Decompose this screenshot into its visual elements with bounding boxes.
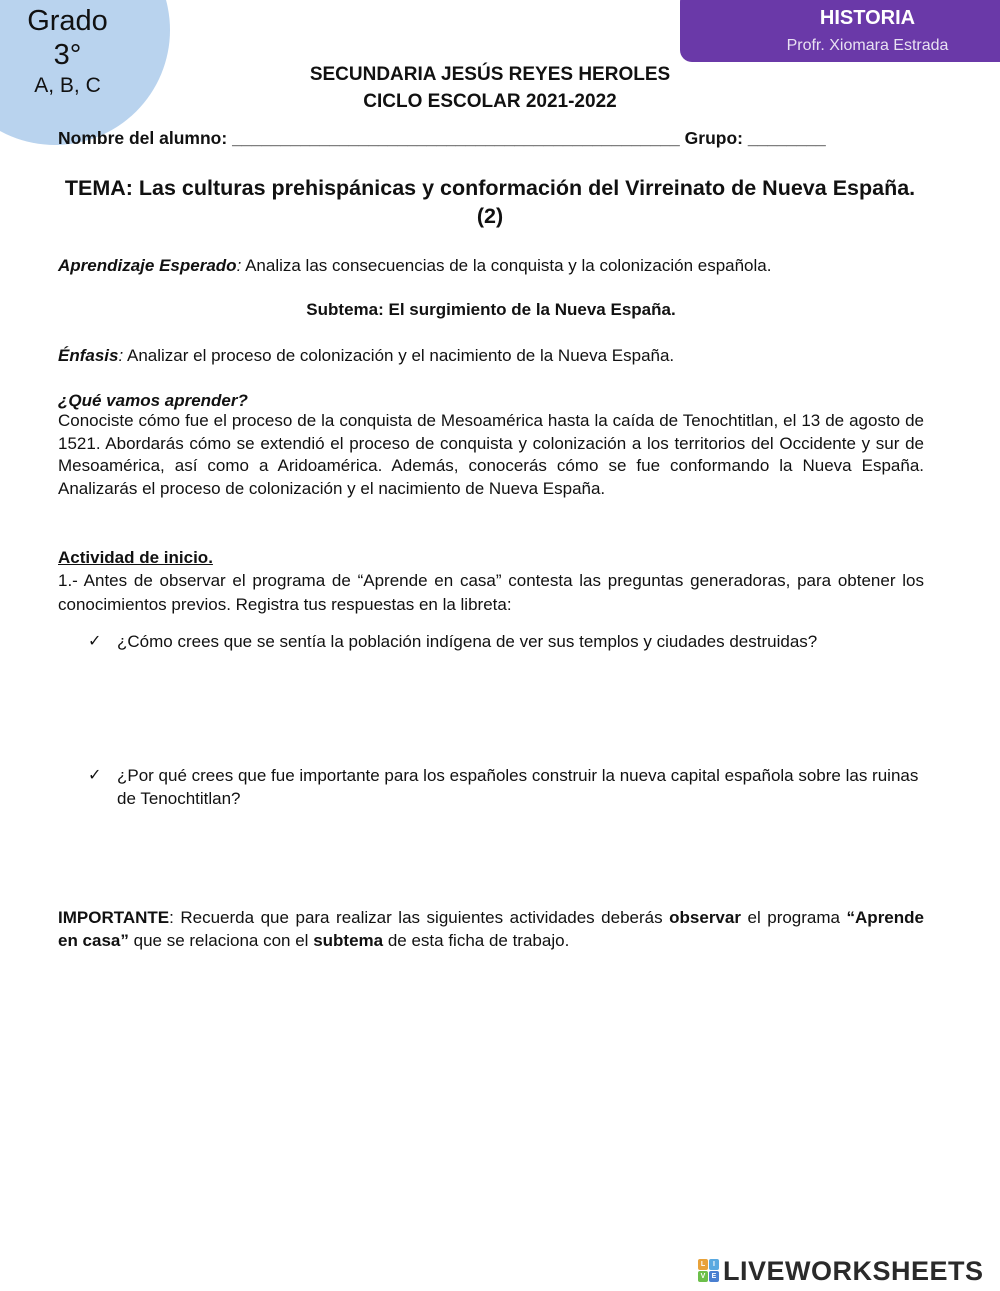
important-text-2: el programa	[740, 908, 847, 927]
check-icon: ✓	[88, 767, 102, 784]
logo-tile-i: I	[709, 1259, 719, 1270]
important-bold-observe: observar	[669, 908, 741, 927]
important-bold-program: “Aprende en casa”	[58, 908, 924, 950]
liveworksheets-logo[interactable]	[698, 1257, 984, 1285]
student-name-label: Nombre del alumno:	[58, 128, 228, 148]
important-text-3: que se relaciona con el	[128, 931, 314, 950]
grade-label: Grado	[27, 5, 108, 37]
important-text-4: de esta ficha de trabajo.	[383, 931, 570, 950]
school-cycle: CICLO ESCOLAR 2021-2022	[363, 91, 617, 112]
subtopic-title: Subtema: El surgimiento de la Nueva España.	[306, 300, 676, 319]
student-name-blank[interactable]: ______________________________________________	[232, 128, 680, 148]
expected-learning-text: Analiza las consecuencias de la conquista y la colonización española.	[241, 256, 772, 275]
school-name: SECUNDARIA JESÚS REYES HEROLES	[309, 64, 671, 85]
logo-tile-e: E	[709, 1271, 719, 1282]
emphasis-colon: :	[118, 346, 124, 365]
liveworksheets-logo-icon	[698, 1259, 720, 1283]
question-2: ¿Por qué crees que fue importante para los españoles construir la nueva capital española sobre las ruinas de Tenochtitlan?	[117, 766, 919, 808]
activity-heading: Actividad de inicio.	[58, 548, 213, 567]
check-icon: ✓	[88, 633, 102, 650]
emphasis-text: Analizar el proceso de colonización y el nacimiento de la Nueva España.	[123, 346, 675, 365]
what-we-learn-text: Conociste cómo fue el proceso de la conquista de Mesoamérica hasta la caída de Tenochtitlan, el 13 de agosto de 1521. Abordarás cómo se extendió el proceso de conquista y colonización a los territorios del Occidente y sur de Mesoamérica, así como a Aridoamérica. Además, conocerás cómo se fue conformando la Nueva España. Analizarás el proceso de colonización y el nacimiento de Nueva España.	[58, 411, 924, 498]
logo-tile-v: V	[698, 1271, 708, 1282]
what-we-learn-heading: ¿Qué vamos aprender?	[58, 391, 248, 410]
topic-title: TEMA: Las culturas prehispánicas y conformación del Virreinato de Nueva España. (2)	[64, 176, 916, 228]
subject-teacher: Profr. Xiomara Estrada	[786, 37, 949, 54]
important-label: IMPORTANTE	[58, 908, 170, 927]
emphasis	[58, 344, 674, 367]
logo-tile-l: L	[698, 1259, 708, 1270]
liveworksheets-logo-text: LIVEWORKSHEETS	[723, 1255, 984, 1286]
expected-learning	[58, 254, 771, 277]
subject-title: HISTORIA	[819, 7, 916, 29]
emphasis-label: Énfasis	[58, 346, 119, 365]
group-label: Grupo:	[684, 128, 743, 148]
important-text-1: : Recuerda que para realizar las siguientes actividades deberás	[169, 908, 670, 927]
group-blank[interactable]: ________	[747, 128, 826, 148]
important-bold-subtopic: subtema	[313, 931, 384, 950]
grade-groups: A, B, C	[34, 74, 101, 97]
important-note	[58, 906, 924, 952]
student-line	[58, 127, 826, 150]
expected-learning-colon: :	[236, 256, 242, 275]
activity-text: 1.- Antes de observar el programa de “Aprende en casa” contesta las preguntas generadoras, para obtener los conocimientos previos. Registra tus respuestas en la libreta:	[58, 571, 924, 614]
question-1: ¿Cómo crees que se sentía la población indígena de ver sus templos y ciudades destruidas?	[117, 632, 818, 651]
grade-number: 3°	[53, 39, 82, 71]
expected-learning-label: Aprendizaje Esperado	[58, 256, 237, 275]
